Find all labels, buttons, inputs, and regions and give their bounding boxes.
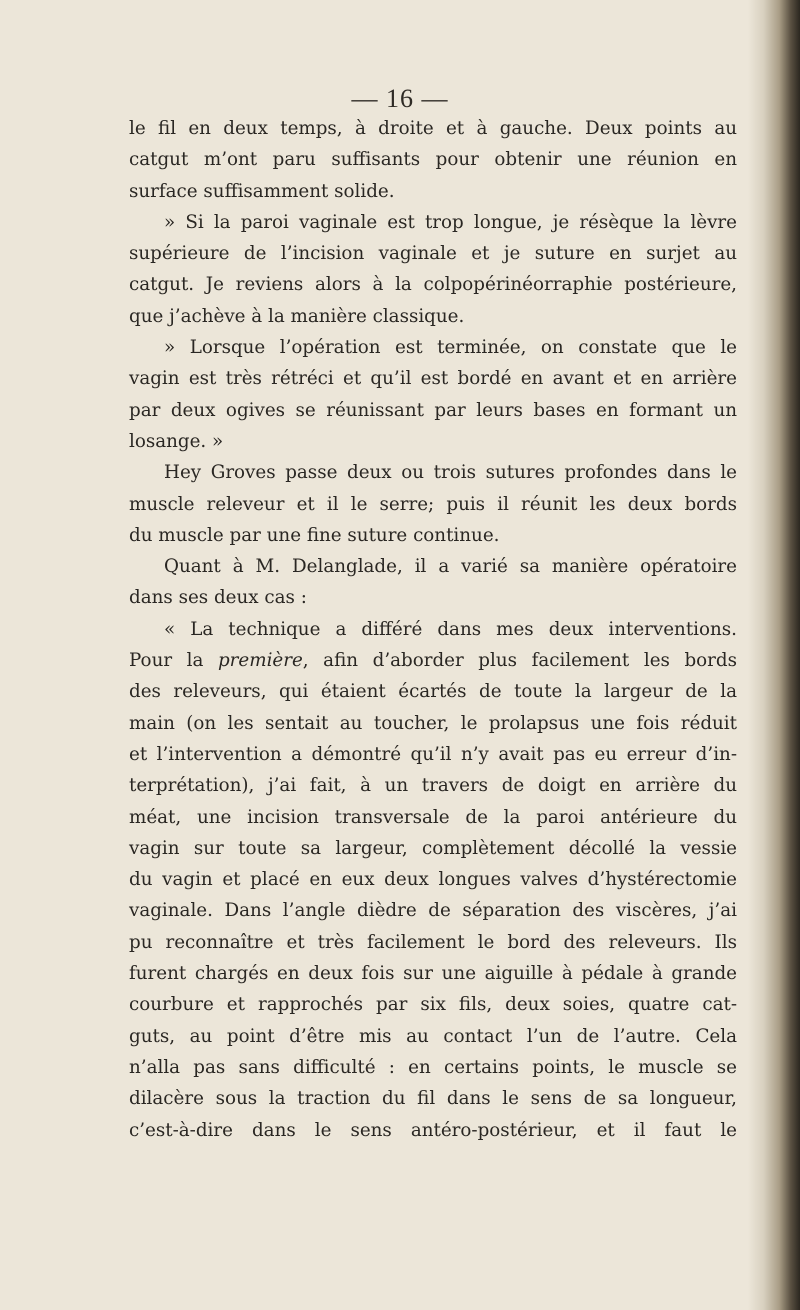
text-segment: Pour la	[129, 650, 218, 672]
text-line: vagin est très rétréci et qu’il est bordé en avant et en arrière	[129, 368, 737, 390]
book-spine-shadow	[748, 0, 800, 1310]
text-line: furent chargés en deux fois sur une aiguille à pédale à grande	[129, 963, 737, 985]
page-number: — 16 —	[351, 84, 449, 113]
text-line: catgut. Je reviens alors à la colpopérinéorraphie postérieure,	[129, 274, 737, 296]
text-line: courbure et rapprochés par six fils, deux soies, quatre cat-	[129, 994, 737, 1016]
text-line: catgut m’ont paru suffisants pour obtenir une réunion en	[129, 149, 737, 171]
text-line: main (on les sentait au toucher, le prolapsus une fois réduit	[129, 712, 737, 734]
text-line: » Si la paroi vaginale est trop longue, je résèque la lèvre	[164, 211, 737, 233]
text-line: losange. »	[129, 430, 224, 452]
text-line: surface suffisamment solide.	[129, 180, 395, 202]
text-line: du vagin et placé en eux deux longues valves d’hystérectomie	[129, 869, 737, 891]
text-line: supérieure de l’incision vaginale et je suture en surjet au	[129, 243, 737, 265]
text-line: par deux ogives se réunissant par leurs bases en formant un	[129, 399, 737, 421]
text-line: vaginale. Dans l’angle dièdre de séparation des viscères, j’ai	[129, 900, 737, 922]
text-line: que j’achève à la manière classique.	[129, 305, 465, 327]
text-line: pu reconnaître et très facilement le bord des releveurs. Ils	[129, 931, 737, 953]
text-line: des releveurs, qui étaient écartés de toute la largeur de la	[129, 681, 737, 703]
body-text	[129, 113, 737, 1146]
text-line: du muscle par une fine suture continue.	[129, 524, 500, 546]
text-line: le fil en deux temps, à droite et à gauche. Deux points au	[129, 118, 737, 139]
text-line: et l’intervention a démontré qu’il n’y avait pas eu erreur d’in-	[129, 743, 737, 765]
text-line: Quant à M. Delanglade, il a varié sa manière opératoire	[164, 556, 737, 578]
text-line: muscle releveur et il le serre; puis il réunit les deux bords	[129, 493, 737, 515]
text-line	[129, 645, 737, 676]
text-line: dans ses deux cas :	[129, 587, 307, 609]
text-line: terprétation), j’ai fait, à un travers de doigt en arrière du	[129, 775, 737, 797]
text-line: » Lorsque l’opération est terminée, on constate que le	[164, 337, 737, 359]
text-segment: , afin d’aborder plus facilement les bords	[302, 650, 737, 672]
text-line: c’est-à-dire dans le sens antéro-postérieur, et il faut le	[129, 1119, 737, 1141]
text-line: méat, une incision transversale de la paroi antérieure du	[129, 806, 737, 828]
text-line: guts, au point d’être mis au contact l’un de l’autre. Cela	[129, 1025, 737, 1047]
text-line: vagin sur toute sa largeur, complètement décollé la vessie	[129, 837, 737, 859]
italic-word: première	[217, 650, 303, 672]
text-line: n’alla pas sans difficulté : en certains points, le muscle se	[129, 1056, 737, 1078]
text-line: Hey Groves passe deux ou trois sutures profondes dans le	[164, 462, 737, 484]
text-line: dilacère sous la traction du fil dans le sens de sa longueur,	[129, 1088, 737, 1110]
text-line: « La technique a différé dans mes deux interventions.	[164, 618, 737, 640]
